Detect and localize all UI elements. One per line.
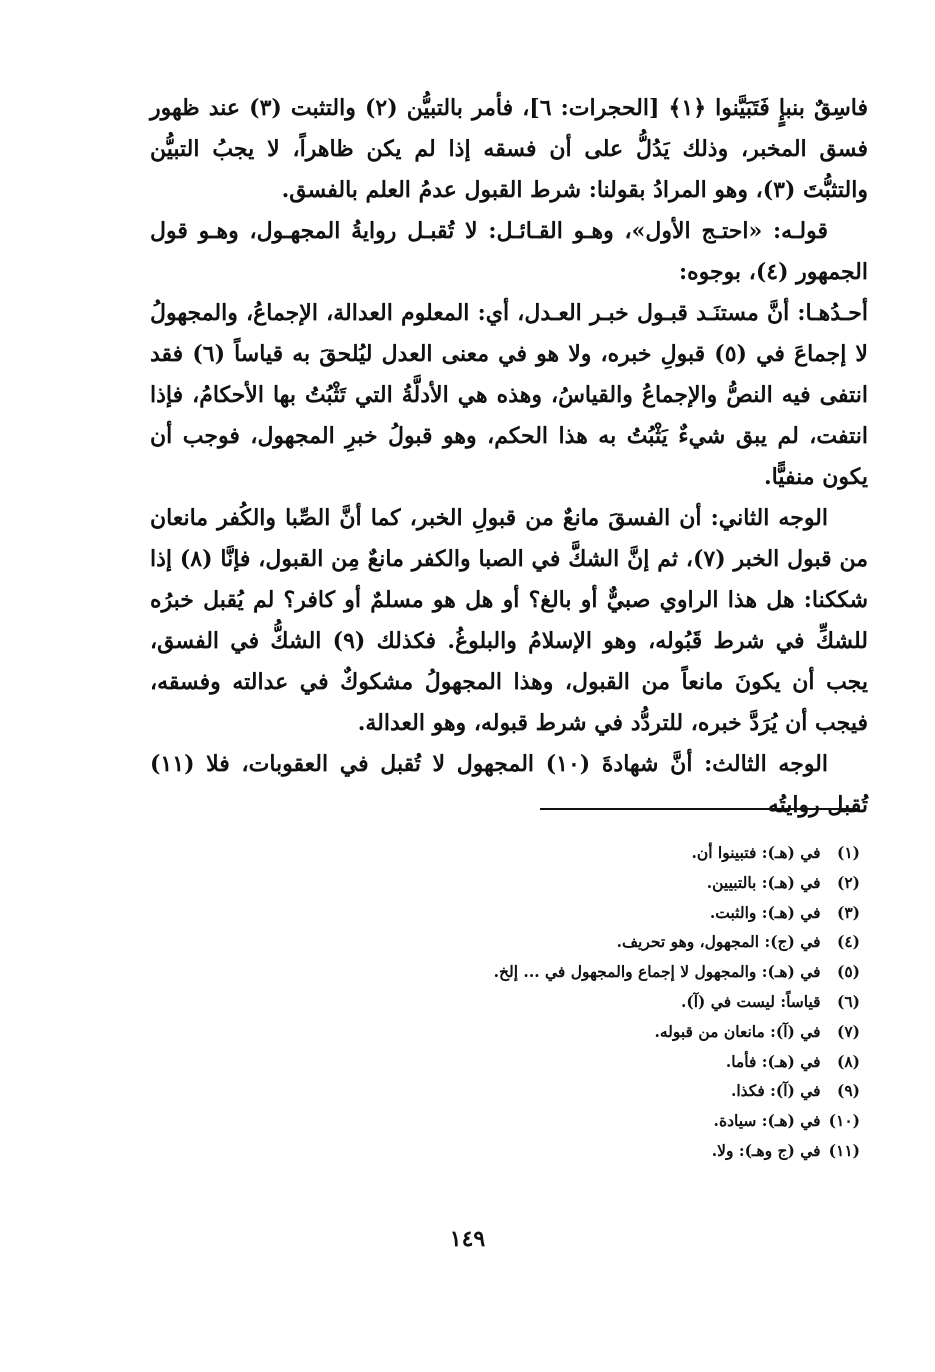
footnote-11 — [300, 1136, 860, 1166]
paragraph-5: الوجه الثالث: أنَّ شهادةَ (١٠) المجهول لا تُقبل في العقوبات، فلا (١١) تُقبل روايتُه — [150, 751, 868, 818]
footnote-7 — [300, 1017, 860, 1047]
footnote-2 — [300, 868, 860, 898]
footnote-text: في (هـ): والمجهول لا إجماع والمجهول في ... إلخ. — [493, 962, 821, 982]
footnote-9 — [300, 1076, 860, 1106]
footnote-text: في (هـ): فأما. — [725, 1051, 821, 1071]
footnote-text: في (ج وهـ): ولا. — [711, 1140, 821, 1160]
footnote-text: في (هـ): سيادة. — [713, 1111, 821, 1131]
footnote-text: في (آ): مانعان من قبوله. — [654, 1021, 821, 1041]
footnote-3 — [300, 898, 860, 928]
footnote-1 — [300, 838, 860, 868]
footnote-number: (٨) — [836, 1051, 860, 1071]
footnote-number: (٤) — [836, 932, 860, 952]
footnote-number: (٧) — [836, 1021, 860, 1041]
footnote-number: (٦) — [836, 991, 860, 1011]
paragraph-2: قولـه: «احتـج الأول»، وهـو القـائـل: لا تُقبـل روايةُ المجهـول، وهـو قول الجمهور (٤)، بوجوه: — [150, 218, 868, 285]
footnote-divider — [540, 808, 860, 810]
footnote-4 — [300, 927, 860, 957]
footnote-text: في (آ): فكذا. — [730, 1081, 821, 1101]
footnote-number: (١١) — [828, 1140, 860, 1160]
footnote-text: في (هـ): والثبت. — [709, 902, 821, 922]
footnote-number: (٥) — [836, 962, 860, 982]
paragraph-3: أحـدُهـا: أنَّ مستنَـد قبـول خبـر العـدل، أي: المعلوم العدالة، الإجماعُ، والمجهولُ لا إجماعَ في (٥) قبولِ خبره، ولا هو في معنى العدل ليُلحقَ به قياساً (٦) فقد انتفى فيه النصُّ والإجماعُ والقياسُ، وهذه هي الأدلَّةُ التي تَثْبُتُ بها الأحكامُ، فإذا انتفت، لم يبق شيءٌ يَثْبُتُ به هذا الحكم، وهو قبولُ خبرِ المجهول، فوجب أن يكون منفيًّا. — [150, 300, 868, 490]
footnotes — [300, 838, 860, 1166]
paragraph-4: الوجه الثاني: أن الفسقَ مانعٌ من قبولِ الخبر، كما أنَّ الصِّبا والكُفر مانعان من قبول الخبر (٧)، ثم إنَّ الشكَّ في الصبا والكفر مانعٌ مِن القبول، فإنَّا (٨) إذا شككنا: هل هذا الراوي صبيٌّ أو بالغ؟ أو هل هو مسلمٌ أو كافر؟ لم يُقبل خبرُه للشكِّ في شرط قَبُوله، وهو الإسلامُ والبلوغُ. فكذلك (٩) الشكُّ في الفسق، يجب أن يكونَ مانعاً من القبول، وهذا المجهولُ مشكوكٌ في عدالته وفسقه، فيجب أن يُرَدَّ خبره، للتردُّد في شرط قبوله، وهو العدالة. — [150, 505, 869, 736]
footnote-number: (١) — [836, 843, 860, 862]
page-number: ١٤٩ — [449, 1226, 486, 1252]
footnote-5 — [300, 957, 860, 987]
paragraph-1: فاسِقٌ بنبإٍ فَتَبَيَّنوا ﴿١﴾ [الحجرات: ٦]، فأمر بالتبيُّن (٢) والتثبت (٣) عند ظهور فسق المخبر، وذلك يَدُلُّ على أن فسقه إذا لم يكن ظاهراً، لا يجبُ التبيُّن والتثبُّتَ (٣)، وهو المرادُ بقولنا: شرط القبول عدمُ العلم بالفسق. — [150, 95, 869, 203]
footnote-10 — [300, 1106, 860, 1136]
footnote-text: في (هـ): بالتبيين. — [706, 872, 821, 892]
footnote-6 — [300, 987, 860, 1017]
footnote-text: في (ج): المجهول، وهو تحريف. — [616, 932, 821, 952]
footnote-number: (٩) — [836, 1081, 860, 1101]
footnote-number: (١٠) — [828, 1111, 860, 1131]
footnote-text: في (هـ): فتبينوا أن. — [691, 843, 821, 862]
footnote-8 — [300, 1047, 860, 1077]
footnote-text: قياساً: ليست في (آ). — [681, 991, 821, 1011]
main-text — [150, 88, 868, 826]
footnote-number: (٢) — [836, 872, 860, 892]
footnote-number: (٣) — [836, 902, 860, 922]
